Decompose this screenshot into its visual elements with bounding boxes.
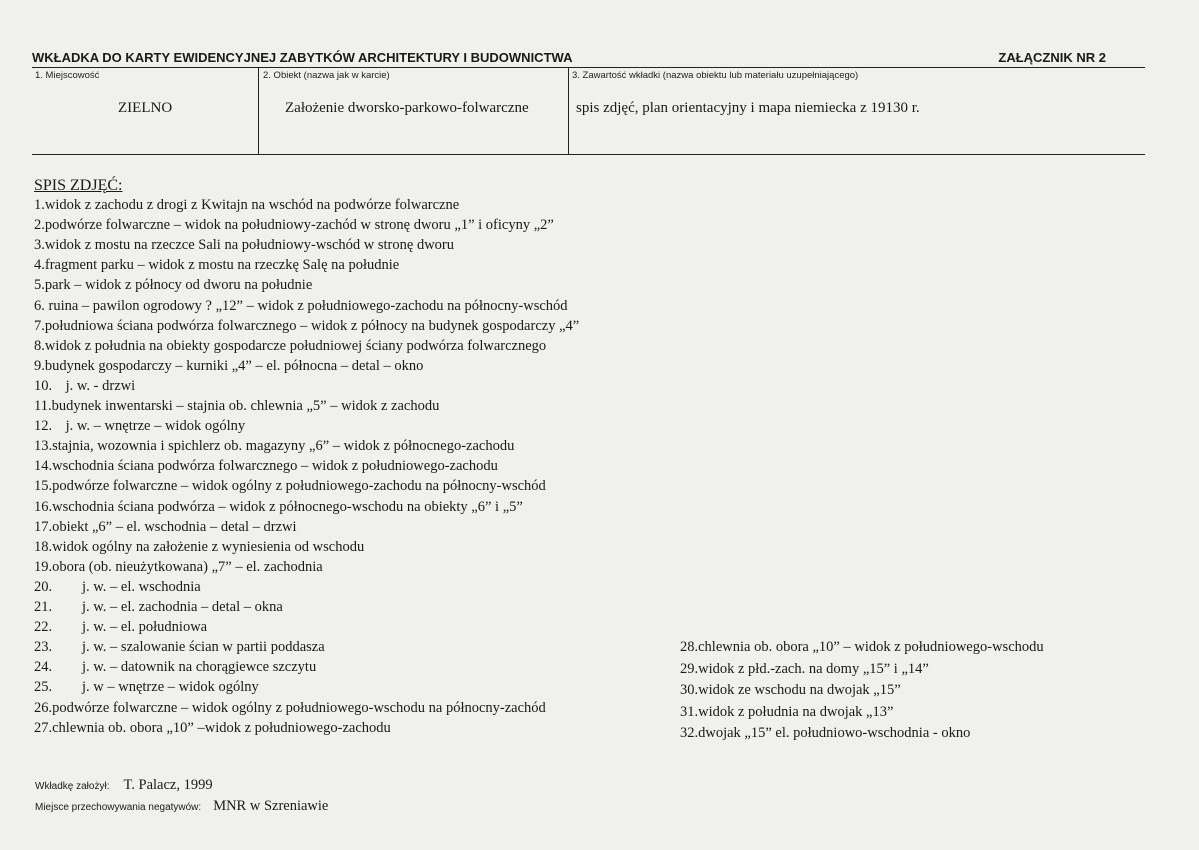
storage-label: Miejsce przechowywania negatywów: bbox=[35, 802, 202, 813]
photo-number: 29. bbox=[680, 660, 699, 677]
content-label: 3. Zawartość wkładki (nazwa obiektu lub materiału uzupełniającego) bbox=[572, 70, 859, 81]
photo-list-item bbox=[34, 598, 283, 616]
photo-list-item bbox=[34, 337, 546, 355]
photo-description: widok z mostu na rzeczce Sali na południowy-wschód w stronę dworu bbox=[44, 237, 454, 254]
locality-value: ZIELNO bbox=[118, 100, 173, 116]
photo-description: wschodnia ściana podwórza folwarcznego – widok z południowego-zachodu bbox=[52, 458, 498, 475]
photo-list-item bbox=[680, 703, 893, 721]
object-value: Założenie dworsko-parkowo-folwarczne bbox=[285, 100, 529, 116]
photo-description: j. w. – el. wschodnia bbox=[82, 578, 201, 595]
photo-list-item bbox=[34, 437, 514, 455]
header-top-rule bbox=[32, 67, 1145, 68]
photo-number: 23. bbox=[34, 639, 53, 656]
photo-number: 26. bbox=[34, 699, 53, 716]
photo-description: dwojak „15” el. południowo-wschodnia - okno bbox=[698, 725, 971, 741]
photo-number: 5. bbox=[34, 277, 45, 294]
author-label: Wkładkę założył: bbox=[35, 781, 110, 792]
table-bottom-rule bbox=[32, 154, 1145, 155]
photo-number: 3. bbox=[34, 237, 45, 254]
document-title: WKŁADKA DO KARTY EWIDENCYJNEJ ZABYTKÓW ARCHITEKTURY I BUDOWNICTWA bbox=[32, 50, 573, 65]
photo-number: 19. bbox=[34, 558, 53, 575]
photo-list-item bbox=[34, 618, 207, 636]
photo-description: j. w. – el. południowa bbox=[82, 619, 208, 636]
photo-description: podwórze folwarczne – widok ogólny z południowego-zachodu na północny-wschód bbox=[52, 478, 546, 495]
photo-list-item bbox=[34, 558, 323, 576]
photo-number: 17. bbox=[34, 518, 53, 535]
photo-list-title: SPIS ZDJĘĆ: bbox=[34, 177, 123, 194]
photo-description: widok ogólny na założenie z wyniesienia od wschodu bbox=[52, 538, 365, 555]
author-value: T. Palacz, 1999 bbox=[123, 777, 213, 793]
photo-list-item bbox=[34, 236, 454, 254]
photo-number: 9. bbox=[34, 357, 45, 374]
storage-row bbox=[35, 797, 328, 815]
photo-description: widok z południa na obiekty gospodarcze południowej ściany podwórza folwarcznego bbox=[44, 337, 547, 354]
photo-number: 31. bbox=[680, 703, 699, 720]
photo-list-item bbox=[34, 658, 316, 676]
photo-description: obiekt „6” – el. wschodnia – detal – drzwi bbox=[52, 518, 297, 535]
photo-list-item bbox=[34, 196, 459, 214]
photo-number: 24. bbox=[34, 659, 53, 676]
photo-description: ruina – pawilon ogrodowy ? „12” – widok z południowego-zachodu na północny-wschód bbox=[44, 297, 568, 314]
photo-list-item bbox=[34, 638, 325, 656]
photo-list-item bbox=[34, 477, 546, 495]
photo-number: 2. bbox=[34, 217, 45, 234]
photo-description: widok ze wschodu na dwojak „15” bbox=[698, 682, 901, 698]
photo-list-item bbox=[34, 317, 579, 335]
photo-description: widok z zachodu z drogi z Kwitajn na wschód na podwórze folwarczne bbox=[44, 197, 460, 213]
photo-description: j. w. – szalowanie ścian w partii poddasza bbox=[82, 639, 325, 656]
photo-number: 16. bbox=[34, 498, 53, 515]
photo-list-item bbox=[34, 578, 201, 596]
photo-description: park – widok z północy od dworu na południe bbox=[44, 277, 313, 294]
photo-description: j. w. - drzwi bbox=[62, 377, 136, 394]
photo-list-item bbox=[34, 397, 439, 415]
photo-number: 11. bbox=[34, 398, 52, 414]
photo-number: 32. bbox=[680, 725, 699, 741]
photo-number: 27. bbox=[34, 719, 53, 736]
photo-list-item bbox=[34, 216, 554, 234]
photo-description: widok z płd.-zach. na domy „15” i „14” bbox=[698, 660, 929, 677]
storage-value: MNR w Szreniawie bbox=[213, 798, 329, 814]
column-divider-1 bbox=[258, 67, 259, 154]
photo-list-item bbox=[34, 518, 297, 536]
photo-list-item bbox=[34, 538, 364, 556]
photo-number: 13. bbox=[34, 438, 53, 455]
photo-number: 8. bbox=[34, 337, 45, 354]
photo-number: 30. bbox=[680, 682, 699, 698]
photo-list-item bbox=[34, 699, 546, 717]
header bbox=[32, 50, 1144, 68]
photo-number: 18. bbox=[34, 538, 53, 555]
photo-description: chlewnia ob. obora „10” –widok z południowego-zachodu bbox=[52, 719, 391, 736]
photo-list-item bbox=[34, 678, 259, 696]
author-row bbox=[35, 776, 213, 794]
photo-description: j. w. – el. zachodnia – detal – okna bbox=[82, 599, 283, 615]
photo-description: chlewnia ob. obora „10” – widok z południowego-wschodu bbox=[698, 639, 1044, 655]
photo-description: wschodnia ściana podwórza – widok z północnego-wschodu na obiekty „6” i „5” bbox=[52, 498, 523, 515]
photo-list-item bbox=[34, 719, 391, 737]
photo-number: 21. bbox=[34, 599, 53, 615]
photo-list-item bbox=[34, 377, 135, 395]
photo-description: j. w. – wnętrze – widok ogólny bbox=[62, 418, 246, 435]
photo-list-item bbox=[34, 457, 498, 475]
column-divider-2 bbox=[568, 67, 569, 154]
photo-description: budynek inwentarski – stajnia ob. chlewnia „5” – widok z zachodu bbox=[51, 398, 440, 414]
photo-description: j. w. – datownik na chorągiewce szczytu bbox=[82, 659, 317, 676]
photo-description: obora (ob. nieużytkowana) „7” – el. zachodnia bbox=[52, 558, 323, 575]
photo-number: 1. bbox=[34, 197, 45, 213]
photo-number: 10. bbox=[34, 377, 53, 394]
photo-number: 6. bbox=[34, 297, 45, 314]
photo-number: 25. bbox=[34, 679, 53, 696]
photo-number: 14. bbox=[34, 458, 53, 475]
photo-description: j. w – wnętrze – widok ogólny bbox=[82, 679, 259, 696]
photo-list-item bbox=[34, 256, 399, 274]
photo-description: widok z południa na dwojak „13” bbox=[698, 703, 894, 720]
photo-list-item bbox=[34, 297, 568, 315]
content-value: spis zdjęć, plan orientacyjny i mapa niemiecka z 19130 r. bbox=[576, 100, 920, 116]
photo-number: 15. bbox=[34, 478, 53, 495]
photo-description: podwórze folwarczne – widok ogólny z południowego-wschodu na północny-zachód bbox=[52, 699, 546, 716]
photo-number: 28. bbox=[680, 639, 699, 655]
photo-number: 4. bbox=[34, 257, 45, 274]
photo-list-item bbox=[680, 660, 929, 678]
photo-number: 22. bbox=[34, 619, 53, 636]
photo-list-item bbox=[34, 276, 312, 294]
annex-number: ZAŁĄCZNIK NR 2 bbox=[998, 50, 1106, 65]
photo-description: budynek gospodarczy – kurniki „4” – el. północna – detal – okno bbox=[44, 357, 424, 374]
photo-description: podwórze folwarczne – widok na południowy-zachód w stronę dworu „1” i oficyny „2” bbox=[44, 217, 554, 234]
photo-number: 20. bbox=[34, 578, 53, 595]
photo-description: fragment parku – widok z mostu na rzeczkę Salę na południe bbox=[44, 257, 400, 274]
photo-list-item bbox=[34, 417, 245, 435]
photo-description: południowa ściana podwórza folwarcznego – widok z północy na budynek gospodarczy „4” bbox=[44, 317, 580, 334]
photo-number: 12. bbox=[34, 418, 53, 435]
photo-list-item bbox=[680, 638, 1044, 656]
photo-list-item bbox=[680, 724, 970, 742]
locality-label: 1. Miejscowość bbox=[35, 70, 100, 81]
object-label: 2. Obiekt (nazwa jak w karcie) bbox=[263, 70, 390, 81]
photo-list-item bbox=[680, 681, 901, 699]
photo-number: 7. bbox=[34, 317, 45, 334]
photo-description: stajnia, wozownia i spichlerz ob. magazyny „6” – widok z północnego-zachodu bbox=[52, 438, 515, 455]
photo-list-item bbox=[34, 357, 423, 375]
photo-list-item bbox=[34, 498, 523, 516]
